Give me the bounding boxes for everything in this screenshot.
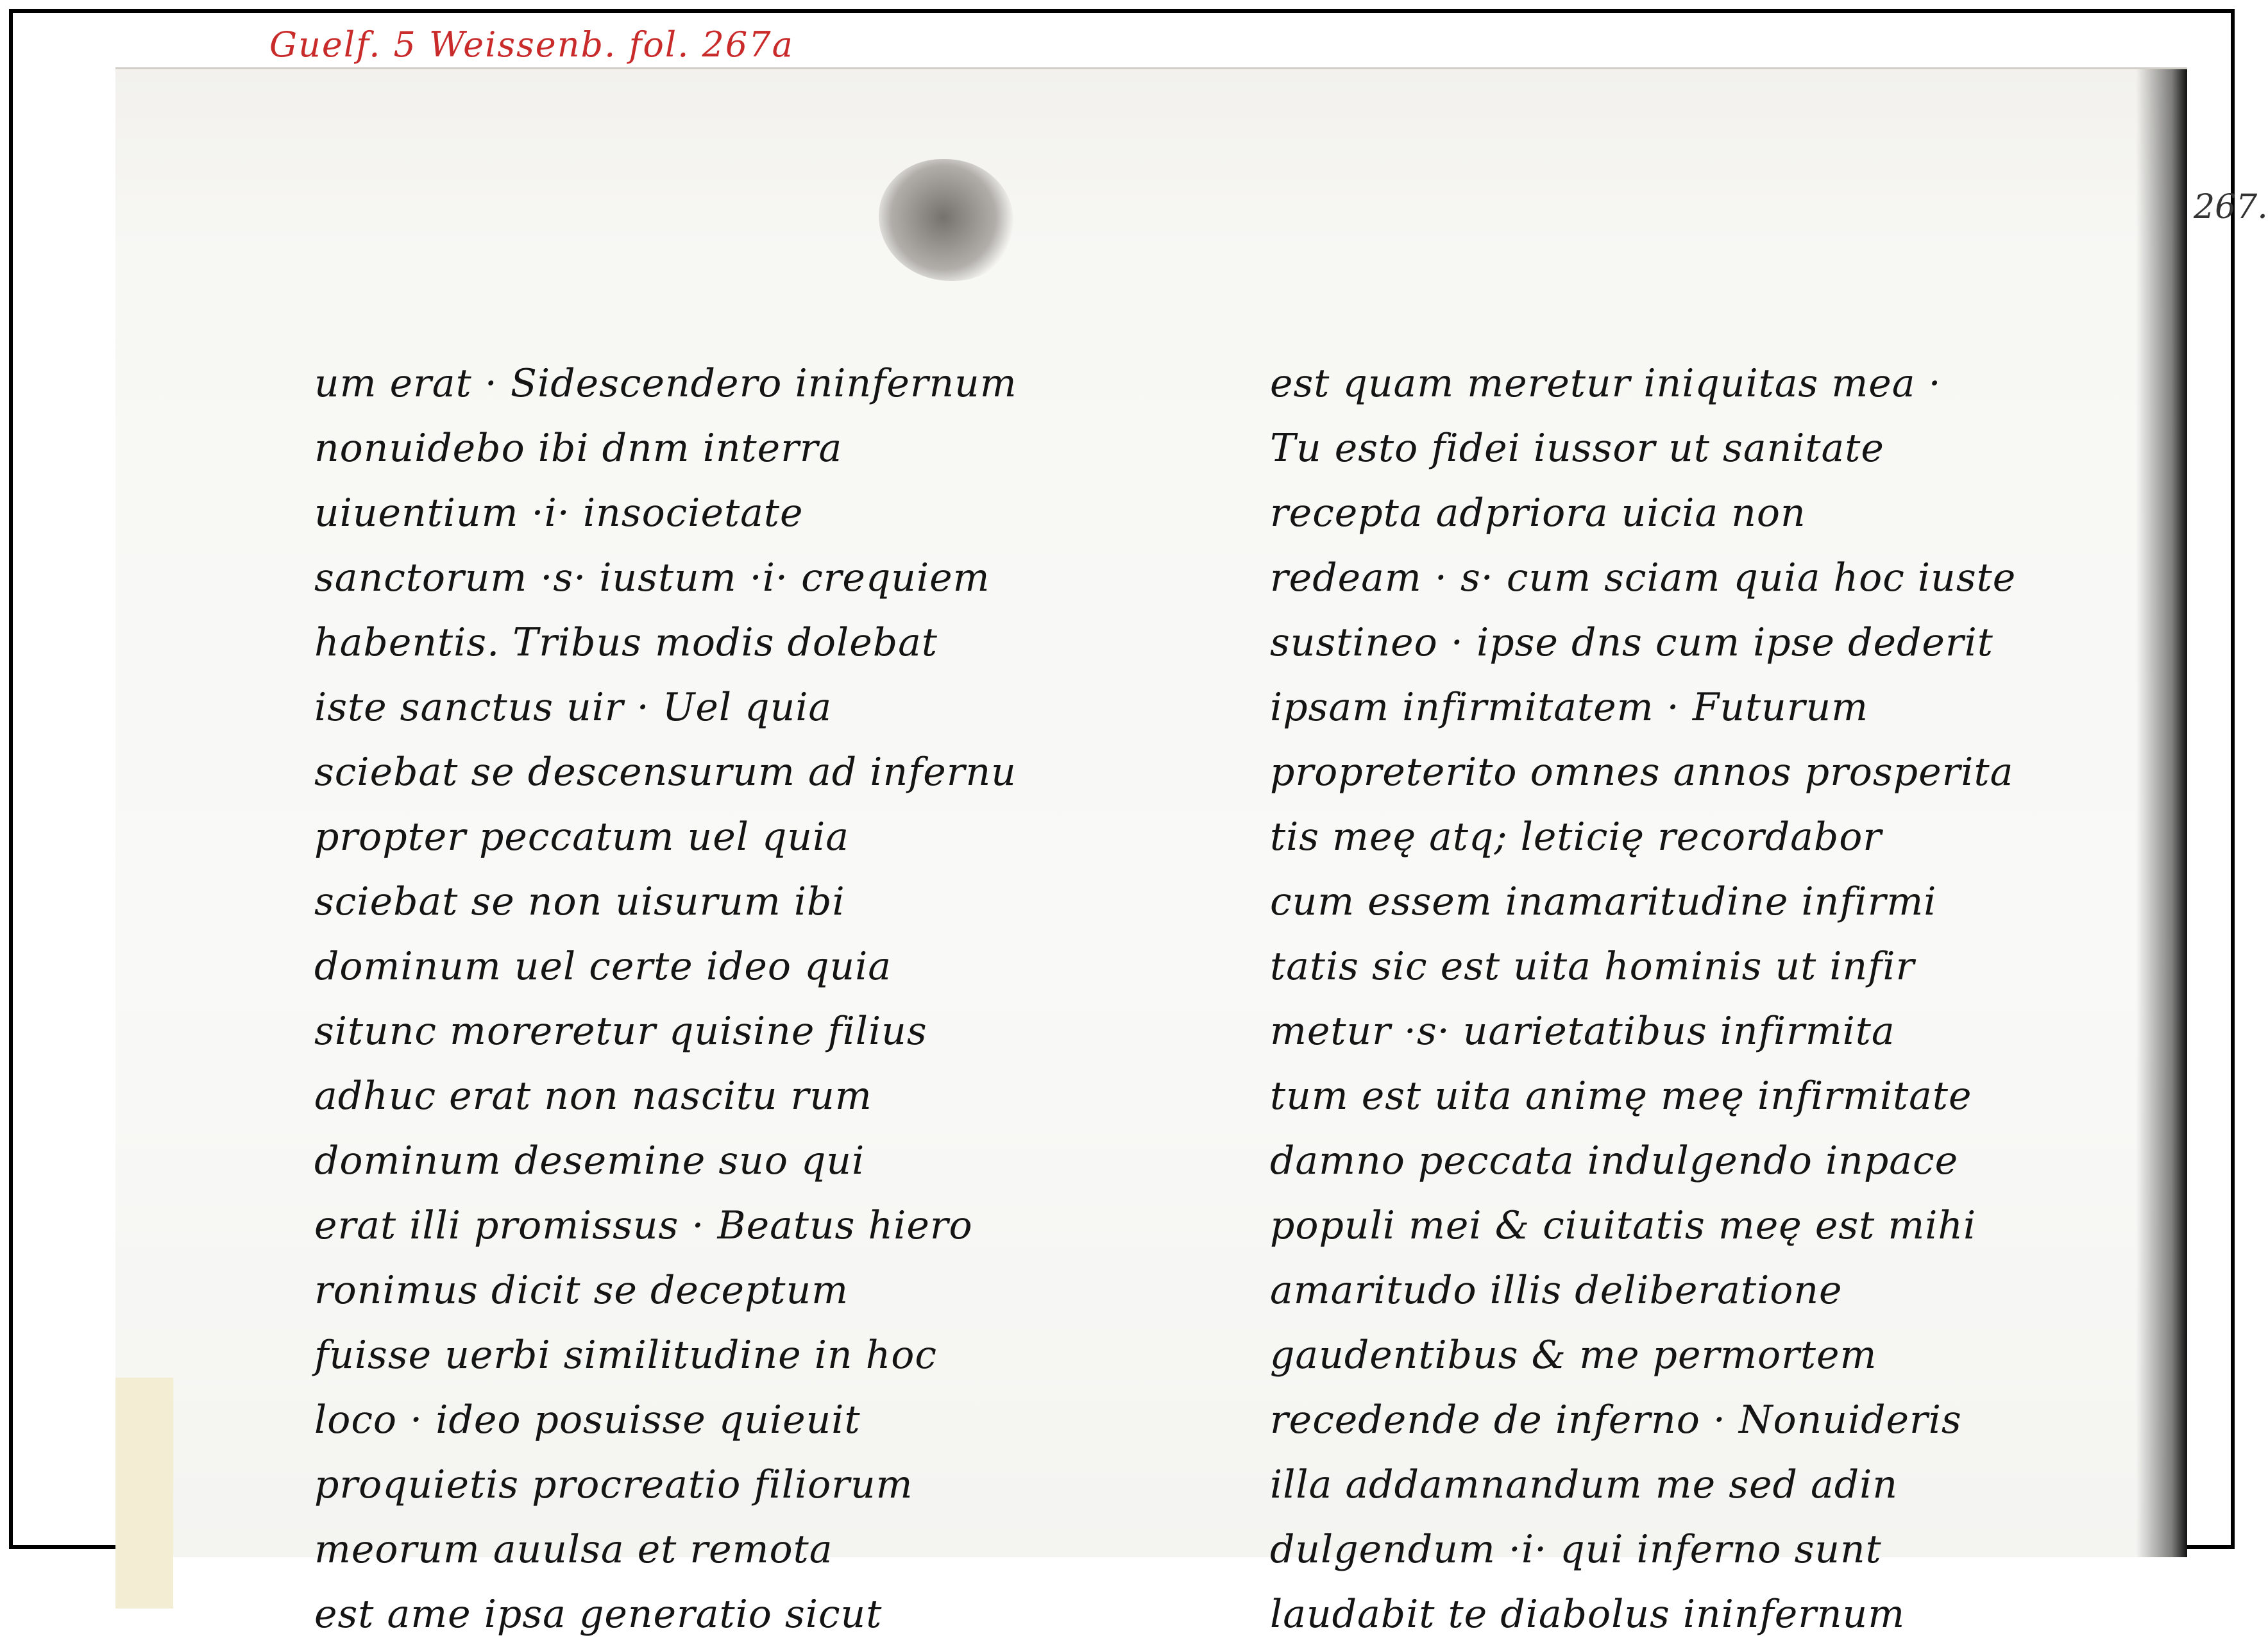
ink-stain	[879, 159, 1013, 281]
manuscript-line: recedende de inferno · Nonuideris	[1270, 1398, 1962, 1442]
manuscript-line: illa addamnandum me sed adin	[1270, 1462, 1899, 1507]
manuscript-line: est ame ipsa generatio sicut	[314, 1592, 883, 1637]
manuscript-line: loco · ideo posuisse quieuit	[314, 1398, 861, 1442]
manuscript-line: tum est uita animę meę infirmitate	[1270, 1074, 1972, 1119]
photo-frame	[9, 9, 2268, 1637]
manuscript-line: tis meę atq; leticię recordabor	[1270, 815, 1883, 859]
manuscript-line: redeam · s· cum sciam quia hoc iuste	[1270, 555, 2017, 600]
manuscript-line: tatis sic est uita hominis ut infir	[1270, 944, 1915, 989]
manuscript-line: sciebat se descensurum ad infernu	[314, 750, 1017, 795]
manuscript-line: meorum auulsa et remota	[314, 1527, 833, 1572]
manuscript-line: propreterito omnes annos prosperita	[1270, 750, 2014, 795]
manuscript-line: proquietis procreatio filiorum	[314, 1462, 913, 1507]
manuscript-line: ipsam infirmitatem · Futurum	[1270, 685, 1868, 730]
manuscript-line: sciebat se non uisurum ibi	[314, 879, 845, 924]
manuscript-line: sustineo · ipse dns cum ipse dederit	[1270, 620, 1993, 665]
manuscript-line: damno peccata indulgendo inpace	[1270, 1138, 1959, 1183]
manuscript-line: propter peccatum uel quia	[314, 815, 850, 859]
manuscript-line: um erat · Sidescendero ininfernum	[314, 361, 1017, 406]
text-column-left	[314, 351, 1017, 1647]
manuscript-line: erat illi promissus · Beatus hiero	[314, 1203, 973, 1248]
manuscript-line: est quam meretur iniquitas mea ·	[1270, 361, 1942, 406]
manuscript-line: amaritudo illis deliberatione	[1270, 1268, 1843, 1313]
manuscript-line: ronimus dicit se deceptum	[314, 1268, 849, 1313]
manuscript-line: Tu esto fidei iussor ut sanitate	[1270, 426, 1884, 471]
manuscript-line: fuisse uerbi similitudine in hoc	[314, 1333, 937, 1378]
manuscript-line: cum essem inamaritudine infirmi	[1270, 879, 1937, 924]
page-edge-strip	[115, 1378, 173, 1609]
manuscript-line: gaudentibus & me permortem	[1270, 1333, 1877, 1378]
folio-number: 267.	[2194, 188, 2268, 226]
manuscript-page	[115, 67, 2268, 1637]
manuscript-line: nonuidebo ibi dnm interra	[314, 426, 843, 471]
manuscript-line: dominum uel certe ideo quia	[314, 944, 892, 989]
manuscript-line: sanctorum ·s· iustum ·i· crequiem	[314, 555, 990, 600]
manuscript-line: dominum desemine suo qui	[314, 1138, 865, 1183]
manuscript-line: uiuentium ·i· insocietate	[314, 491, 804, 536]
text-column-right	[1270, 351, 2016, 1647]
manuscript-line: dulgendum ·i· qui inferno sunt	[1270, 1527, 1882, 1572]
manuscript-line: metur ·s· uarietatibus infirmita	[1270, 1009, 1895, 1054]
manuscript-line: populi mei & ciuitatis meę est mihi	[1270, 1203, 1977, 1248]
manuscript-line: laudabit te diabolus ininfernum	[1270, 1592, 1906, 1637]
manuscript-line: recepta adpriora uicia non	[1270, 491, 1806, 536]
manuscript-line: situnc moreretur quisine filius	[314, 1009, 927, 1054]
manuscript-line: habentis. Tribus modis dolebat	[314, 620, 938, 665]
manuscript-line: iste sanctus uir · Uel quia	[314, 685, 833, 730]
archive-label: Guelf. 5 Weissenb. fol. 267a	[269, 24, 794, 65]
manuscript-line: adhuc erat non nascitu rum	[314, 1074, 872, 1119]
